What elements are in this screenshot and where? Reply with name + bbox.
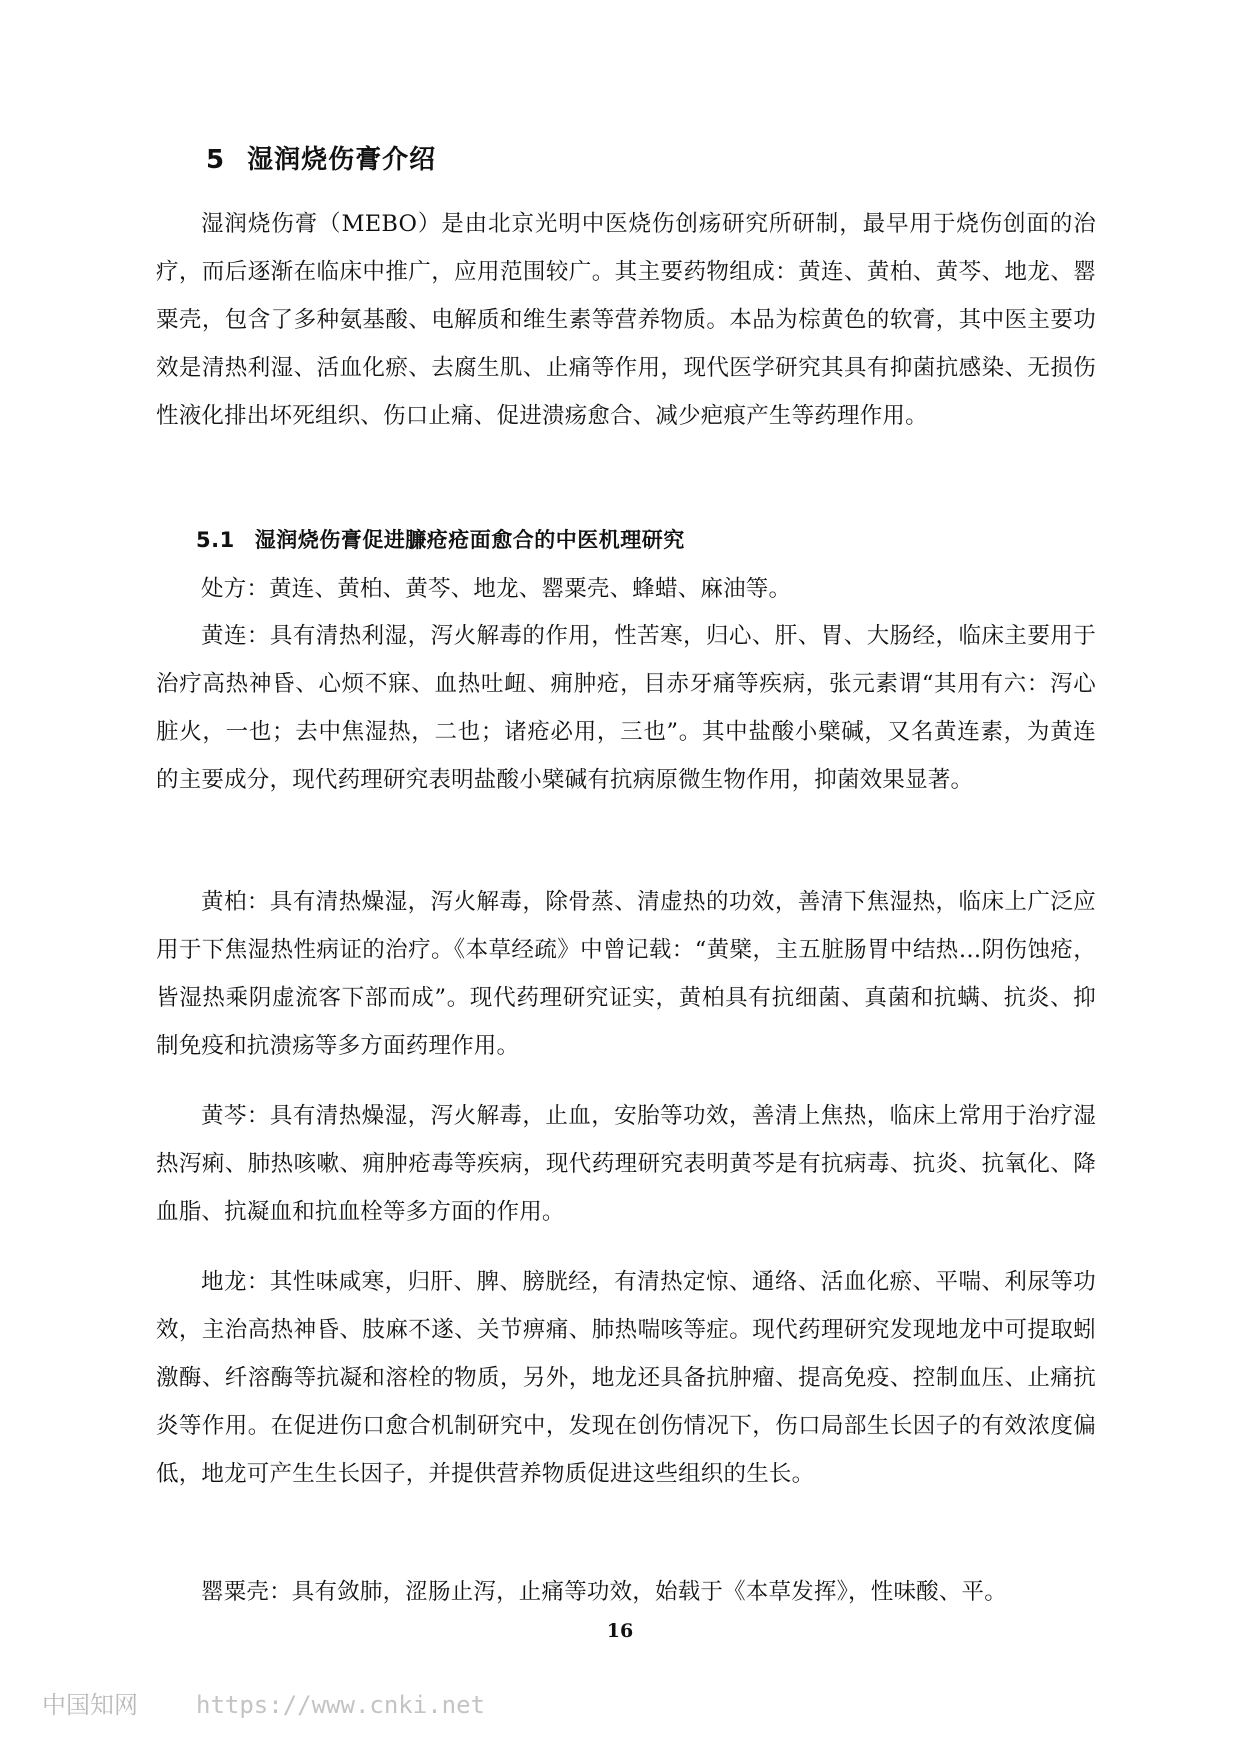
huangbai-paragraph: 黄柏：具有清热燥湿，泻火解毒，除骨蒸、清虚热的功效，善清下焦湿热，临床上广泛应用于下焦湿热性病证的治疗。《本草经疏》中曾记载：“黄檗，主五脏肠胃中结热…阴伤蚀疮，皆湿热乘阴虚流客下部而成”。现代药理研究证实，黄柏具有抗细菌、真菌和抗螨、抗炎、抑制免疫和抗溃疡等多方面药理作用。 (156, 889, 1096, 1059)
subsection-heading (196, 522, 685, 558)
section-title-text: 湿润烧伤膏介绍 (247, 145, 437, 175)
huangqin-paragraph: 黄芩：具有清热燥湿，泻火解毒，止血，安胎等功效，善清上焦热，临床上常用于治疗湿热泻痢、肺热咳嗽、痈肿疮毒等疾病，现代药理研究表明黄芩是有抗病毒、抗炎、抗氧化、降血脂、抗凝血和抗血栓等多方面的作用。 (156, 1103, 1096, 1225)
prescription-paragraph: 处方：黄连、黄柏、黄芩、地龙、罂粟壳、蜂蜡、麻油等。 (201, 576, 792, 602)
footer-url: https://www.cnki.net (196, 1691, 485, 1719)
page-number: 16 (606, 1620, 634, 1642)
watermark-footer (42, 1685, 485, 1720)
dilong-paragraph: 地龙：其性味咸寒，归肝、脾、膀胱经，有清热定惊、通络、活血化瘀、平喘、利尿等功效，主治高热神昏、肢麻不遂、关节痹痛、肺热喘咳等症。现代药理研究发现地龙中可提取蚓激酶、纤溶酶等抗凝和溶栓的物质，另外，地龙还具备抗肿瘤、提高免疫、控制血压、止痛抗炎等作用。在促进伤口愈合机制研究中，发现在创伤情况下，伤口局部生长因子的有效浓度偏低，地龙可产生生长因子，并提供营养物质促进这些组织的生长。 (156, 1269, 1096, 1487)
subsection-number: 5.1 (196, 528, 235, 552)
section-heading (206, 140, 436, 180)
intro-paragraph: 湿润烧伤膏（MEBO）是由北京光明中医烧伤创疡研究所研制，最早用于烧伤创面的治疗，而后逐渐在临床中推广，应用范围较广。其主要药物组成：黄连、黄柏、黄芩、地龙、罂粟壳，包含了多种氨基酸、电解质和维生素等营养物质。本品为棕黄色的软膏，其中医主要功效是清热利湿、活血化瘀、去腐生肌、止痛等作用，现代医学研究其具有抑菌抗感染、无损伤性液化排出坏死组织、伤口止痛、促进溃疡愈合、减少疤痕产生等药理作用。 (156, 211, 1096, 429)
subsection-title-text: 湿润烧伤膏促进臁疮疮面愈合的中医机理研究 (254, 528, 685, 552)
yingsuke-paragraph: 罂粟壳：具有敛肺，涩肠止泻，止痛等功效，始载于《本草发挥》，性味酸、平。 (201, 1579, 1007, 1605)
footer-brand: 中国知网 (42, 1691, 138, 1719)
huanglian-paragraph: 黄连：具有清热利湿，泻火解毒的作用，性苦寒，归心、肝、胃、大肠经，临床主要用于治疗高热神昏、心烦不寐、血热吐衄、痈肿疮，目赤牙痛等疾病，张元素谓“其用有六：泻心脏火，一也；去中焦湿热，二也；诸疮必用，三也”。其中盐酸小檗碱，又名黄连素，为黄连的主要成分，现代药理研究表明盐酸小檗碱有抗病原微生物作用，抑菌效果显著。 (156, 623, 1096, 793)
section-number: 5 (206, 145, 226, 175)
